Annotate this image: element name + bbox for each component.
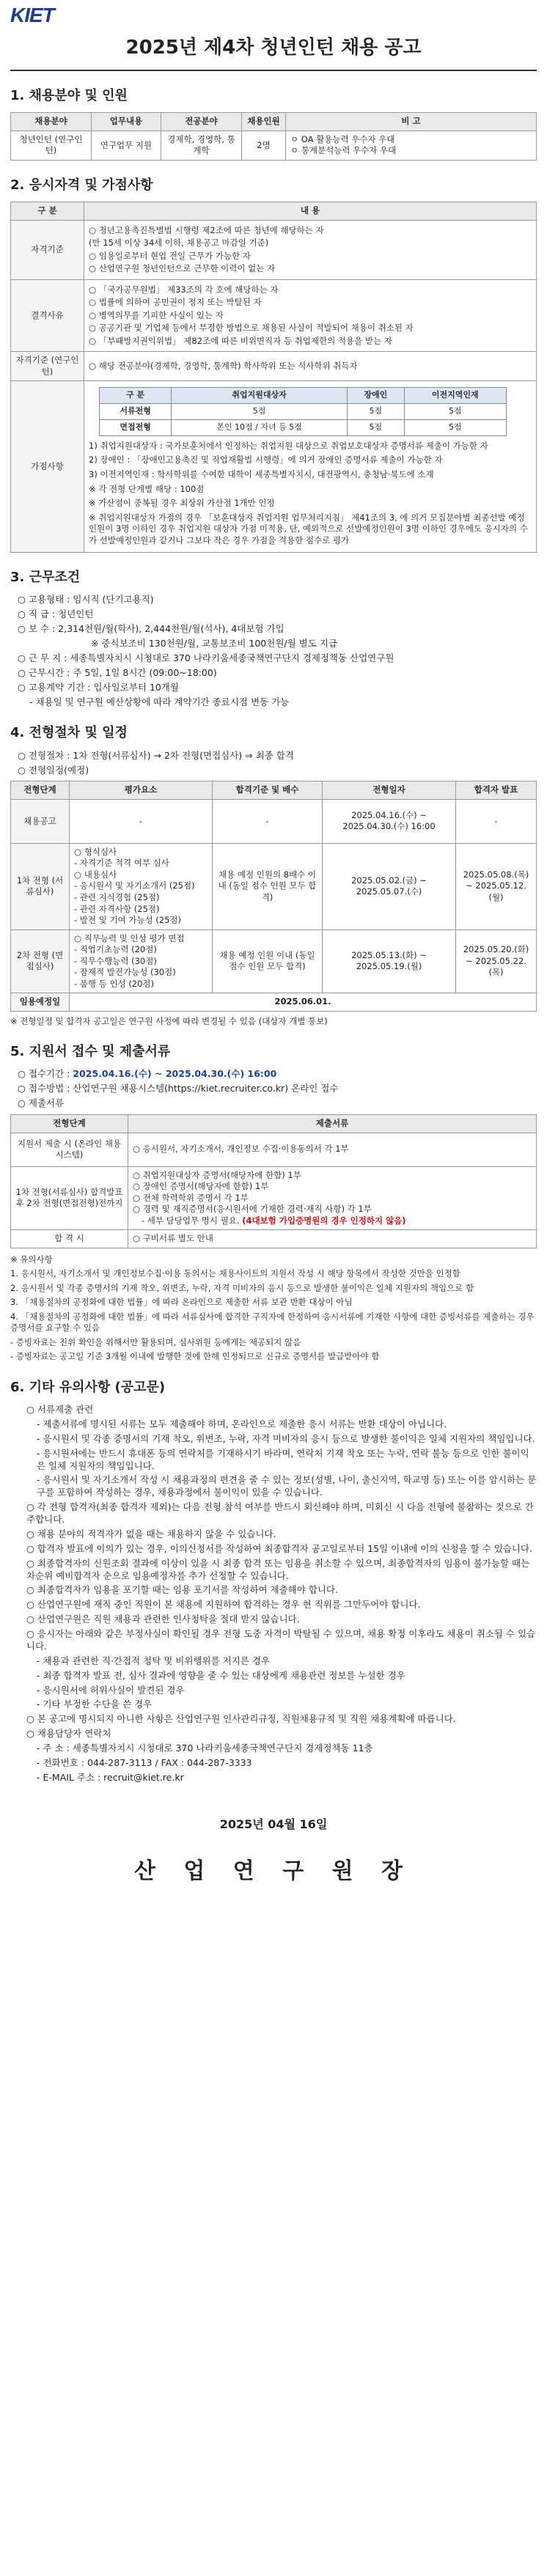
col-header: 장애인 <box>347 388 404 404</box>
notes-label: ※ 유의사항 <box>10 1254 53 1265</box>
eval-item: - 품행 등 인성 (20점) <box>74 978 155 989</box>
notice-item: - 응시원서에는 반드시 휴대폰 등의 연락처를 기재하시기 바라며, 연락처 기재 착오 또는 누락, 연락 불능 등으로 인한 불이익은 일체 지원자의 책임입니다. <box>37 1447 529 1471</box>
caution-item: - 증빙자료는 진위 확인을 위해서만 활용되며, 심사위원 등에게는 제공되지 않음 <box>10 1336 301 1347</box>
caution-item: - 증빙자료는 공고일 기준 3개월 이내에 발행한 것에 한해 인정되므로 신규로 증명서를 발급받아야 함 <box>10 1351 380 1362</box>
section-1-heading: 1. 채용분야 및 인원 <box>10 88 128 104</box>
bonus-value: 5점 <box>404 420 506 436</box>
eval-item: - 직무수행능력 (30점) <box>74 955 157 966</box>
doc-item: ○ 취업지원대상자 증명서(해당자에 한함) 1부 <box>133 1169 301 1180</box>
page-title: 2025년 제4차 청년인턴 채용 공고 <box>10 31 537 71</box>
doc-item <box>142 1215 532 1227</box>
field-cell: 청년인턴 (연구인턴) <box>11 130 92 160</box>
notice-item: - 기타 부정한 수단을 쓴 경우 <box>37 1699 153 1710</box>
col-header: 내 용 <box>84 202 537 221</box>
stage-cell: 1차 전형 (서류심사) <box>11 843 70 930</box>
caution-item: 4. 「채용절차의 공정화에 대한 법률」에 따라 서류심사에 합격한 구직자에 한정하여 응시서류에 기재한 사항에 대한 증빙서류를 제출하는 경우 증명서를 요구할 수 있음 <box>10 1311 535 1333</box>
doc-item: ○ 장애인 증명서(해당자에 한함) 1부 <box>133 1181 269 1192</box>
eval-cell <box>70 843 213 930</box>
bonus-value: 5점 <box>404 404 506 420</box>
note-item: ㅇ OA 활용능력 우수자 우대 <box>290 133 395 144</box>
notice-item: - 제출서류에 명시된 서류는 모두 제출해야 하며, 온라인으로 제출한 응시 서류는 반환 대상이 아닙니다. <box>37 1418 447 1429</box>
section-2-heading: 2. 응시자격 및 가점사항 <box>10 177 153 193</box>
notice-item: ○ 합격자 발표에 이의가 있는 경우, 이의신청서를 작성하여 최종합격자 공고일로부터 15일 이내에 이의 신청을 할 수 있습니다. <box>26 1542 533 1554</box>
list-item: (만 15세 이상 34세 이하, 채용공고 마감일 기준) <box>89 238 269 249</box>
caution-item: 1. 응시원서, 자기소개서 및 개인정보수집·이용 동의서는 채용사이트의 지원서 작성 시 해당 항목에서 작성한 것만을 인정함 <box>10 1268 460 1279</box>
col-header: 취업지원대상자 <box>172 388 348 404</box>
stage-cell: 2차 전형 (면접심사) <box>11 930 70 993</box>
notice-item: - 최종 합격자 발표 전, 심사 결과에 영향을 줄 수 있는 대상에게 채용관련 정보를 누설한 경우 <box>37 1669 405 1681</box>
list-item: ○ 「국가공무원법」 제33조의 각 호에 해당하는 자 <box>89 284 279 295</box>
notice-item: ○ 서류제출 관련 <box>26 1404 94 1416</box>
eval-cell: - <box>70 799 213 843</box>
list-item: ○ 병역의무를 기피한 사실이 있는 자 <box>89 309 224 320</box>
eval-item: - 응시원서 및 자기소개서 (25점) <box>74 880 195 891</box>
hire-label: 임용예정일 <box>11 993 70 1012</box>
bonus-note: 3) 이전지역인재 : 학사학위를 수여한 대학이 세종특별자치시, 대전광역시, 충청남·북도에 소재 <box>89 468 434 479</box>
col-header: 합격자 발표 <box>456 781 537 800</box>
application-period <box>18 1068 537 1081</box>
signature: 산 업 연 구 원 장 <box>133 1858 414 1885</box>
bonus-note: 1) 취업지원대상자 : 국가보훈처에서 인정하는 취업지원 대상으로 취업보호대상자 증명서류 제출이 가능한 자 <box>89 440 488 451</box>
notice-item: - 주 소 : 세종특별자치시 시청대로 370 나라키움세종국책연구단지 경제정책동 11층 <box>37 1743 373 1754</box>
row-label: 자격기준 <box>11 220 84 279</box>
announce-cell: 2025.05.20.(화) ~ 2025.05.22.(목) <box>456 930 537 993</box>
work-condition: - 채용일 및 연구원 예산상황에 따라 계약기간 종료시점 변동 가능 <box>29 696 290 707</box>
eval-item: ○ 형식심사 <box>74 846 117 857</box>
stage-cell: 지원서 제출 시 (온라인 채용 시스템) <box>11 1133 128 1166</box>
date-cell: 2025.05.02.(금) ~ 2025.05.07.(수) <box>323 843 456 930</box>
notice-item: - 응시원서에 허위사실이 발견된 경우 <box>37 1684 185 1696</box>
eval-item: - 발전 및 기여 가능성 (25점) <box>74 915 182 926</box>
bonus-row-label: 면접전형 <box>100 420 172 436</box>
process-intro: ○ 전형일정(예정) <box>18 764 89 776</box>
note-item: ㅇ 통계분석능력 우수자 우대 <box>290 145 397 156</box>
notice-item: ○ 각 전형 합격자(최종 합격자 제외)는 다음 전형 참석 여부를 반드시 회신해야 하며, 미회신 시 다음 전형에 불참하는 것으로 간주합니다. <box>26 1501 534 1526</box>
doc-item: ○ 경력 및 재직증명서(응시원서에 기재한 경력·재직 사항) 각 1부 <box>133 1204 372 1215</box>
count-cell: 2명 <box>242 130 286 160</box>
doc-detail: - 세부 담당업무 명시 필요. <box>142 1215 240 1226</box>
docs-cell <box>128 1166 537 1230</box>
notice-item: ○ 본 공고에 명시되지 아니한 사항은 산업연구원 인사관리규정, 직원채용규칙 및 직원 채용계획에 따릅니다. <box>26 1713 456 1725</box>
work-condition: ○ 근 무 지 : 세종특별자치시 시청대로 370 나라키움세종국책연구단지 경제정책동 산업연구원 <box>18 652 394 663</box>
list-item: ○ 「부패방지권익위법」 제82조에 따른 비위면직자 등 취업제한의 적용을 받는 자 <box>89 335 392 346</box>
notice-date: 2025년 04월 16일 <box>219 1817 328 1831</box>
bonus-note: ※ 가산점이 중복될 경우 최상위 가산점 1개만 인정 <box>89 498 275 509</box>
stage-cell: 1차 전형(서류심사) 합격발표 후 2차 전형(면접전형)전까지 <box>11 1166 128 1230</box>
row-label: 자격기준 (연구인턴) <box>11 352 84 381</box>
bonus-note: ※ 각 전형 단계별 해당 : 100점 <box>89 483 205 494</box>
bonus-value: 본인 10점 / 자녀 등 5점 <box>172 420 348 436</box>
col-header: 비 고 <box>286 113 537 131</box>
work-condition: ○ 직 급 : 청년인턴 <box>18 608 94 620</box>
col-header: 구 분 <box>11 202 84 221</box>
documents-table <box>10 1114 537 1248</box>
hire-date: 2025.06.01. <box>70 993 537 1012</box>
bonus-note: ※ 취업지원대상자 가점의 경우 「보훈대상자 취업지원 업무처리지침」 제41조의 3, 에 의거 모집분야별 최종선발 예정인원이 3명 이하인 경우 취업지원 대상자 가점 미적용, 단, 예외적으로 선발예정인원이 3명 이하인 경우에도 응시자의 수가 선발예정인원과 같거나 그보다 작은 경우 가점을 적용한 점수로 평가 <box>89 512 528 545</box>
notice-item: - E-MAIL 주소 : recruit@kiet.re.kr <box>37 1771 184 1783</box>
notice-item: ○ 채용 분야의 적격자가 없을 때는 채용하지 않을 수 있습니다. <box>26 1528 276 1539</box>
notice-item: - 채용과 관련한 직·간접적 청탁 및 비위행위를 저지른 경우 <box>37 1655 270 1666</box>
notice-item: ○ 산업연구원에 재직 중인 직원이 본 채용에 지원하여 합격하는 경우 현 직위를 그만두어야 합니다. <box>26 1599 421 1611</box>
notice-item: ○ 최종합격자의 신원조회 결과에 이상이 있을 시 최종 합격 또는 임용을 취소할 수 있으며, 최종합격자의 임용이 불가능할 때는 차순위 예비합격자 순으로 임용예정자를 추가 선정할 수 있습니다. <box>26 1557 530 1581</box>
eval-item: - 자격기준 적격 여부 심사 <box>74 858 169 869</box>
work-condition: ○ 보 수 : 2,314천원/월(학사), 2,444천원/월(석사), 4대보험 가입 <box>18 623 284 635</box>
list-item: ○ 청년고용촉진특별법 시행령 제2조에 따른 청년에 해당하는 자 <box>89 224 324 235</box>
bonus-row-label: 서류전형 <box>100 404 172 420</box>
period-value: 2025.04.16.(수) ~ 2025.04.30.(수) 16:00 <box>73 1068 277 1080</box>
eval-item: ○ 내용심사 <box>74 869 117 880</box>
section-6-heading: 6. 기타 유의사항 (공고문) <box>10 1379 166 1395</box>
notes-cell <box>286 130 537 160</box>
doc-warning: (4대보험 가입증명원의 경우 인정하지 않음) <box>242 1215 406 1226</box>
col-header: 채용인원 <box>242 113 286 131</box>
col-header: 전형일자 <box>323 781 456 800</box>
col-header: 전형단계 <box>11 781 70 800</box>
eligibility-table <box>10 202 537 553</box>
notice-item: ○ 채용담당자 연락처 <box>26 1728 111 1740</box>
work-condition: ○ 고용계약 기간 : 입사일로부터 10개월 <box>18 681 179 693</box>
list-item: ○ 공공기관 및 기업체 등에서 부정한 방법으로 채용된 사실이 적발되어 채용이 취소된 자 <box>89 323 414 334</box>
schedule-footnote: ※ 전형일정 및 합격자 공고일은 연구원 사정에 따라 변경될 수 있음 (대상자 개별 통보) <box>10 1015 328 1026</box>
eval-item: ○ 직무능력 및 인성 평가 면접 <box>74 932 185 943</box>
work-condition: ※ 중식보조비 130천원/월, 교통보조비 100천원/월 별도 지급 <box>91 638 337 649</box>
kiet-logo: KIET <box>10 4 54 27</box>
major-cell: 경제학, 경영학, 통계학 <box>161 130 242 160</box>
criteria-cell: - <box>213 799 323 843</box>
documents-label: ○ 제출서류 <box>18 1097 65 1109</box>
col-header: 제출서류 <box>128 1115 537 1133</box>
bonus-value: 5점 <box>347 420 404 436</box>
stage-cell: 채용공고 <box>11 799 70 843</box>
list-item: ○ 임용일로부터 현업 전일 근무가 가능한 자 <box>89 250 251 261</box>
bonus-cell <box>84 381 537 553</box>
row-label: 가점사항 <box>11 381 84 553</box>
list-item: ○ 법률에 의하여 공민권이 정지 또는 박탈된 자 <box>89 297 262 308</box>
caution-item: 2. 응시원서 및 각종 증명서의 기재 착오, 위변조, 누락, 자격 미비자의 응시 등으로 발생한 불이익은 일체 지원자의 책임으로 함 <box>10 1282 474 1293</box>
date-cell: 2025.04.16.(수) ~ 2025.04.30.(수) 16:00 <box>323 799 456 843</box>
header <box>10 0 537 31</box>
col-header: 구 분 <box>100 388 172 404</box>
notice-item: ○ 응시자는 아래와 같은 부정사실이 확인될 경우 전형 도중 자격이 박탈될 수 있으며, 채용 확정 이후라도 채용이 취소될 수 있습니다. <box>26 1628 536 1652</box>
qualification-cell <box>84 220 537 279</box>
notice-item: ○ 최종합격자가 임용을 포기할 때는 임용 포기서를 작성하여 제출해야 합니다. <box>26 1584 338 1596</box>
row-label: 결격사유 <box>11 279 84 352</box>
notice-item: - 응시원서 및 각종 증명서의 기재 착오, 위변조, 누락, 자격 미비자의 응시 등으로 발생한 불이익은 일체 지원자의 책임입니다. <box>37 1432 535 1444</box>
col-header: 업무내용 <box>92 113 161 131</box>
notice-item: ○ 산업연구원은 직원 채용과 관련한 인사청탁을 절대 받지 않습니다. <box>26 1613 300 1625</box>
research-intern-cell: ○ 해당 전공분야(경제학, 경영학, 통계학) 학사학위 또는 석사학위 취득자 <box>84 352 537 381</box>
work-condition: ○ 근무시간 : 주 5일, 1일 8시간 (09:00~18:00) <box>18 666 217 678</box>
work-condition: ○ 고용형태 : 임시직 (단기고용직) <box>18 594 154 606</box>
notice-item: - 응시원서 및 자기소개서 작성 시 채용과정의 편견을 줄 수 있는 정보(성별, 나이, 출신지역, 학교명 등) 또는 이를 암시하는 문구를 포함하여 작성하는 경우, 채용과정에서 불이익이 있을 수 있습니다. <box>37 1474 537 1498</box>
section-3-heading: 3. 근무조건 <box>10 570 81 586</box>
section-5-heading: 5. 지원서 접수 및 제출서류 <box>10 1044 171 1060</box>
other-notes-list <box>10 1404 537 1784</box>
bonus-value: 5점 <box>347 404 404 420</box>
doc-item: ○ 전체 학력학위 증명서 각 1부 <box>133 1192 249 1203</box>
schedule-table <box>10 781 537 1011</box>
list-item: ○ 산업연구원 청년인턴으로 근무한 이력이 없는 자 <box>89 263 276 274</box>
bonus-value: 5점 <box>172 404 348 420</box>
docs-cell: ○ 응시원서, 자기소개서, 개인정보 수집·이용동의서 각 1부 <box>128 1133 537 1166</box>
announce-cell: - <box>456 799 537 843</box>
criteria-cell: 채용 예정 인원 이내 (동일 점수 인원 모두 합격) <box>213 930 323 993</box>
eval-cell <box>70 930 213 993</box>
task-cell: 연구업무 지원 <box>92 130 161 160</box>
stage-cell: 합 격 시 <box>11 1230 128 1248</box>
disqualification-cell <box>84 279 537 352</box>
bonus-note: 2) 장애인 : 「장애인고용촉진 및 직업재활법 시행령」에 의거 장애인 증명서류 제출이 가능한 자 <box>89 455 443 465</box>
eval-item: - 관련 자격사항 (25점) <box>74 903 160 914</box>
eval-item: - 잠재적 발전가능성 (30점) <box>74 967 176 978</box>
col-header: 합격기준 및 배수 <box>213 781 323 800</box>
col-header: 이전지역인재 <box>404 388 506 404</box>
bonus-table <box>99 387 507 436</box>
recruit-field-table <box>10 112 537 161</box>
eval-item: - 직업기초능력 (20점) <box>74 944 157 955</box>
col-header: 채용분야 <box>11 113 92 131</box>
docs-cell: ○ 구비서류 별도 안내 <box>128 1230 537 1248</box>
date-cell: 2025.05.13.(화) ~ 2025.05.19.(월) <box>323 930 456 993</box>
application-method: ○ 접수방법 : 산업연구원 채용시스템(https://kiet.recruiter.co.kr) 온라인 접수 <box>18 1083 339 1094</box>
notice-item: - 전화번호 : 044-287-3113 / FAX : 044-287-3333 <box>37 1756 252 1768</box>
process-intro: ○ 전형절차 : 1차 전형(서류심사) → 2차 전형(면접심사) ⇒ 최종 합격 <box>18 749 294 761</box>
section-4-heading: 4. 전형절차 및 일정 <box>10 725 128 741</box>
period-label: ○ 접수기간 : <box>18 1068 73 1080</box>
caution-item: 3. 「채용절차의 공정화에 대한 법률」에 따라 온라인으로 제출한 서류 보관 반환 대상이 아님 <box>10 1297 353 1308</box>
announce-cell: 2025.05.08.(목) ~ 2025.05.12.(월) <box>456 843 537 930</box>
col-header: 평가요소 <box>70 781 213 800</box>
criteria-cell: 채용 예정 인원의 8배수 이내 (동일 점수 인원 모두 합격) <box>213 843 323 930</box>
col-header: 전공분야 <box>161 113 242 131</box>
col-header: 전형단계 <box>11 1115 128 1133</box>
eval-item: - 관련 지식경험 (25점) <box>74 892 160 902</box>
